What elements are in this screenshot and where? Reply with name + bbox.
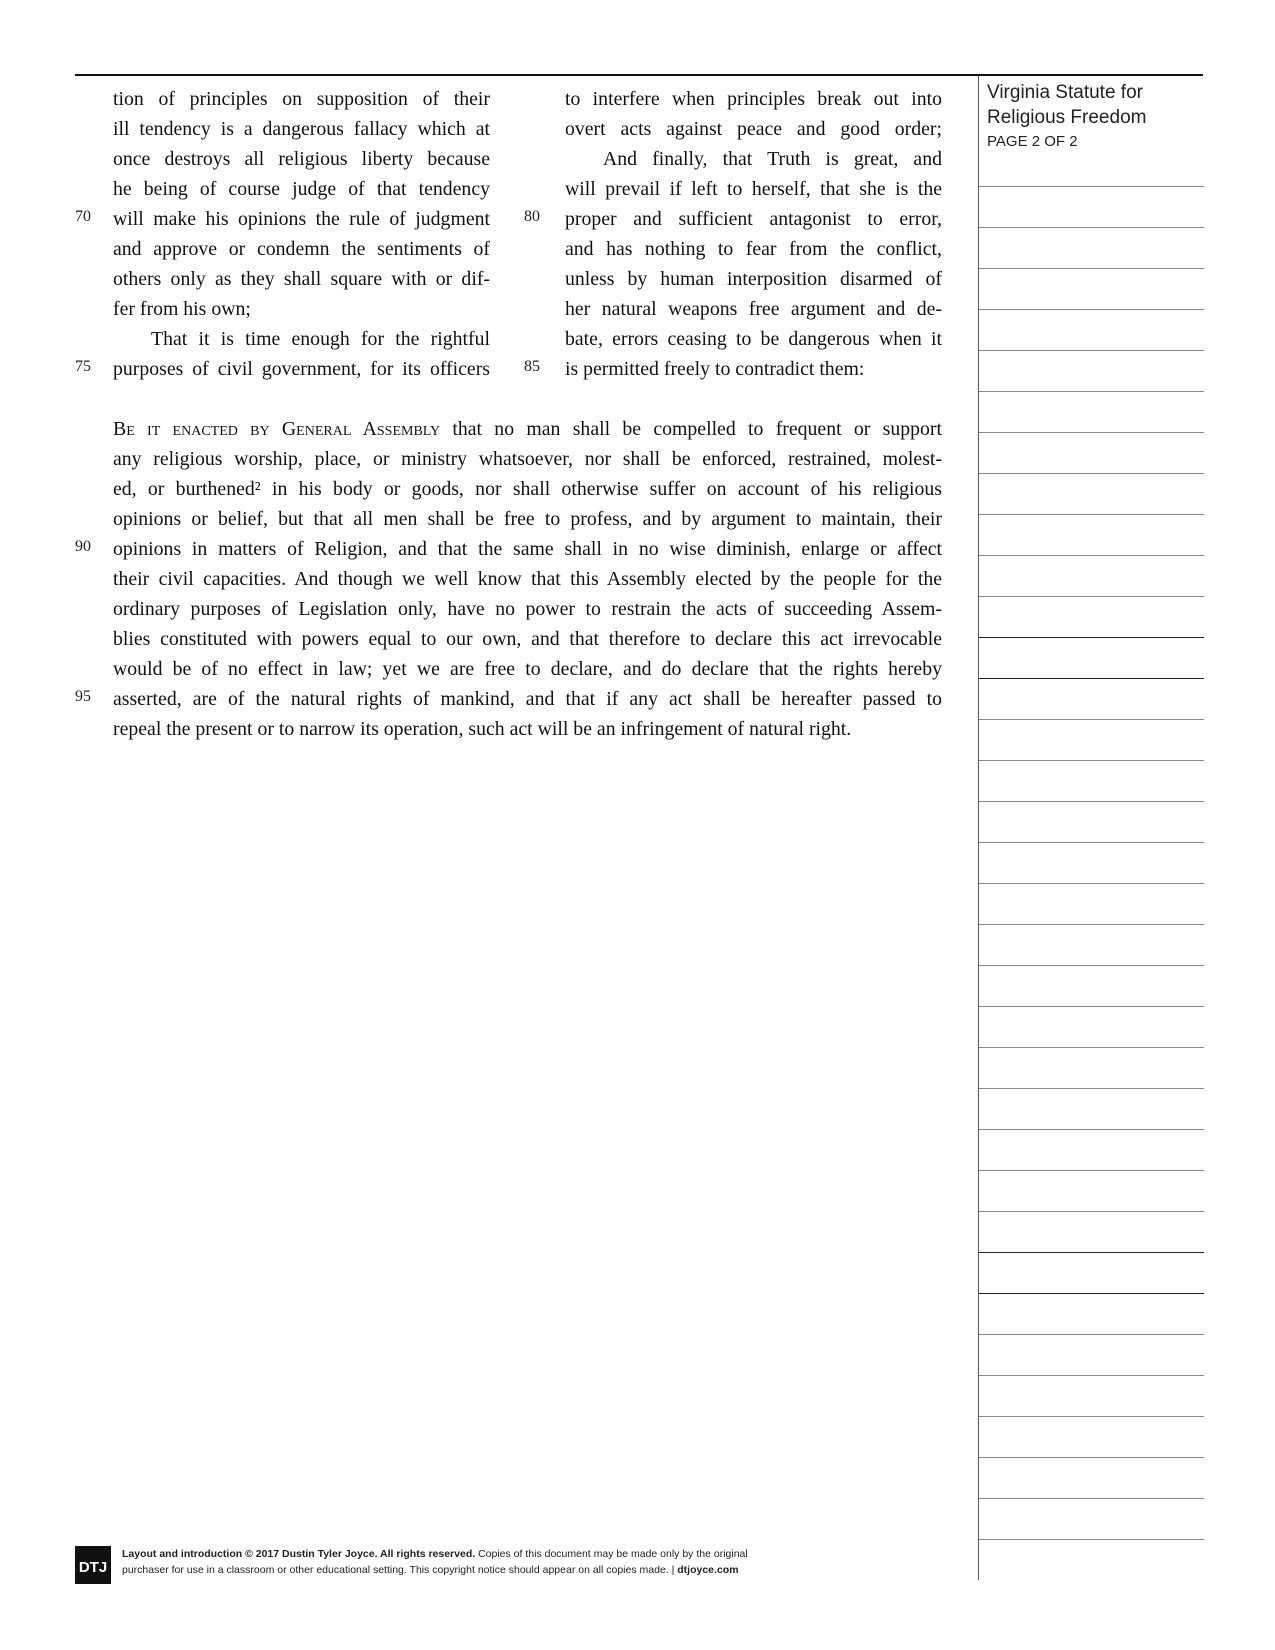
text-line: That it is time enough for the rightful (151, 328, 490, 350)
text-line: any religious worship, place, or ministry whatsoever, nor shall be enforced, restrained, molest- (113, 448, 942, 470)
page-indicator: PAGE 2 OF 2 (987, 133, 1078, 150)
line-number: 95 (75, 688, 91, 705)
left-column (113, 84, 490, 384)
text-line: proper and sufficient antagonist to error, (565, 208, 942, 230)
note-line (979, 432, 1204, 433)
note-line (979, 719, 1204, 720)
note-line (979, 1375, 1204, 1376)
text-line: opinions in matters of Religion, and that the same shall in no wise diminish, enlarge or affect (113, 538, 942, 560)
copyright-text: purchaser for use in a classroom or other educational setting. This copyright notice should appear on all copies made. | (122, 1564, 678, 1576)
text-line: overt acts against peace and good order; (565, 118, 942, 140)
note-line (979, 1211, 1204, 1212)
note-line (979, 1416, 1204, 1417)
text-line: ill tendency is a dangerous fallacy which at (113, 118, 490, 140)
text-span: that no man shall be compelled to frequent or support (440, 418, 943, 440)
text-line: And finally, that Truth is great, and (603, 148, 942, 170)
note-line (979, 1088, 1204, 1089)
note-line (979, 391, 1204, 392)
note-line (979, 555, 1204, 556)
enactment-paragraph (113, 414, 942, 744)
text-line: unless by human interposition disarmed of (565, 268, 942, 290)
note-line (979, 1293, 1204, 1294)
note-line (979, 1457, 1204, 1458)
text-line: will make his opinions the rule of judgment (113, 208, 490, 230)
note-line (979, 1006, 1204, 1007)
note-line (979, 596, 1204, 597)
text-line: bate, errors ceasing to be dangerous when it (565, 328, 942, 350)
note-line (979, 637, 1204, 638)
note-line (979, 268, 1204, 269)
note-line (979, 309, 1204, 310)
line-number: 80 (524, 208, 540, 225)
text-line (113, 414, 942, 444)
text-line: her natural weapons free argument and de- (565, 298, 942, 320)
text-line: and approve or condemn the sentiments of (113, 238, 490, 260)
note-line (979, 1129, 1204, 1130)
note-line (979, 842, 1204, 843)
dtj-logo (75, 1546, 111, 1584)
text-line: purposes of civil government, for its officers (113, 358, 490, 380)
copyright-text: Copies of this document may be made only by the original (475, 1548, 748, 1560)
notes-sidebar (978, 76, 1204, 1580)
note-line (979, 514, 1204, 515)
website-link[interactable]: dtjoyce.com (677, 1564, 739, 1576)
line-number: 85 (524, 358, 540, 375)
note-line (979, 678, 1204, 679)
note-line (979, 186, 1204, 187)
text-line: their civil capacities. And though we well know that this Assembly elected by the people for the (113, 568, 942, 590)
line-number: 90 (75, 538, 91, 555)
note-line (979, 924, 1204, 925)
text-line: he being of course judge of that tendency (113, 178, 490, 200)
note-line (979, 473, 1204, 474)
text-line: asserted, are of the natural rights of mankind, and that if any act shall be hereafter passed to (113, 688, 942, 710)
note-line (979, 965, 1204, 966)
copyright-notice (122, 1546, 842, 1578)
text-line: repeal the present or to narrow its operation, such act will be an infringement of natural right. (113, 718, 852, 740)
text-line: once destroys all religious liberty because (113, 148, 490, 170)
note-line (979, 1334, 1204, 1335)
document-title: Virginia Statute for Religious Freedom (987, 82, 1147, 128)
copyright-bold: Layout and introduction © 2017 Dustin Tyler Joyce. All rights reserved. (122, 1548, 476, 1560)
note-line (979, 1170, 1204, 1171)
text-line: would be of no effect in law; yet we are free to declare, and do declare that the rights hereby (113, 658, 942, 680)
note-line (979, 350, 1204, 351)
note-line (979, 227, 1204, 228)
right-column (565, 84, 942, 384)
logo-text: DTJ (78, 1559, 108, 1576)
note-line (979, 883, 1204, 884)
note-line (979, 1252, 1204, 1253)
note-line (979, 801, 1204, 802)
text-line: opinions or belief, but that all men shall be free to profess, and by argument to maintain, their (113, 508, 942, 530)
text-line: ordinary purposes of Legislation only, have no power to restrain the acts of succeeding Assem- (113, 598, 942, 620)
note-line (979, 1047, 1204, 1048)
enactment-lead: Be it enacted by General Assembly (113, 418, 441, 440)
text-line: is permitted freely to contradict them: (565, 358, 865, 380)
note-line (979, 1539, 1204, 1540)
note-line (979, 760, 1204, 761)
line-number: 75 (75, 358, 91, 375)
note-line (979, 1498, 1204, 1499)
text-line: will prevail if left to herself, that she is the (565, 178, 942, 200)
text-line: blies constituted with powers equal to our own, and that therefore to declare this act irrevocable (113, 628, 942, 650)
text-line: to interfere when principles break out into (565, 88, 942, 110)
footer (75, 1544, 835, 1588)
text-line: fer from his own; (113, 298, 251, 320)
text-line: and has nothing to fear from the conflict, (565, 238, 942, 260)
line-number: 70 (75, 208, 91, 225)
text-line: ed, or burthened² in his body or goods, nor shall otherwise suffer on account of his religious (113, 478, 942, 500)
text-line: others only as they shall square with or dif- (113, 268, 490, 290)
text-line: tion of principles on supposition of their (113, 88, 490, 110)
